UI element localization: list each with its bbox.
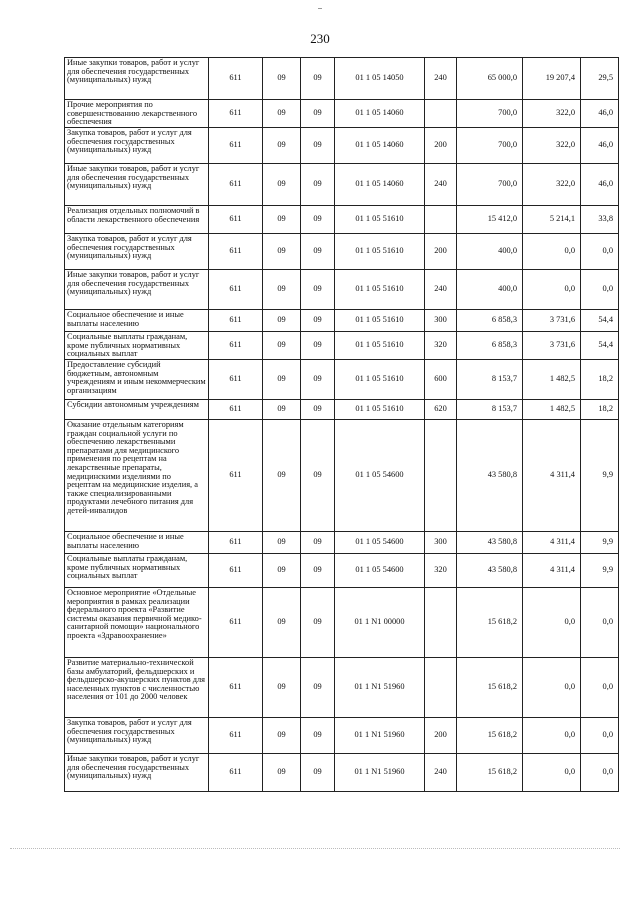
cell-plan-amount: 43 580,8 (457, 532, 523, 554)
cell-expense-type: 240 (425, 58, 457, 100)
cell-target-article: 01 1 05 54600 (335, 532, 425, 554)
cell-target-article: 01 1 05 51610 (335, 234, 425, 270)
row-name: Иные закупки товаров, работ и услуг для обеспечения государственных (муниципальных) нужд (65, 58, 209, 100)
cell-target-article: 01 1 05 14060 (335, 164, 425, 206)
cell-target-article: 01 1 N1 51960 (335, 658, 425, 718)
cell-plan-amount: 8 153,7 (457, 400, 523, 420)
cell-actual-amount: 0,0 (523, 718, 581, 754)
table-row (65, 400, 619, 420)
cell-percent: 9,9 (581, 532, 619, 554)
cell-target-article: 01 1 05 51610 (335, 310, 425, 332)
cell-actual-amount: 3 731,6 (523, 310, 581, 332)
cell-target-article: 01 1 N1 00000 (335, 588, 425, 658)
cell-percent: 0,0 (581, 718, 619, 754)
cell-section: 09 (263, 718, 301, 754)
row-name: Развитие материально-технической базы амбулаторий, фельдшерских и фельдшерско-акушерских пунктов для населенных пунктов с численностью населения от 101 до 2000 человек (65, 658, 209, 718)
row-name: Закупка товаров, работ и услуг для обеспечения государственных (муниципальных) нужд (65, 718, 209, 754)
cell-actual-amount: 0,0 (523, 234, 581, 270)
cell-plan-amount: 65 000,0 (457, 58, 523, 100)
cell-subsection: 09 (301, 100, 335, 128)
table-row (65, 420, 619, 532)
cell-plan-amount: 700,0 (457, 164, 523, 206)
cell-subsection: 09 (301, 718, 335, 754)
cell-actual-amount: 1 482,5 (523, 400, 581, 420)
cell-ministry-code: 611 (209, 588, 263, 658)
cell-section: 09 (263, 234, 301, 270)
cell-actual-amount: 4 311,4 (523, 532, 581, 554)
cell-expense-type (425, 206, 457, 234)
cell-ministry-code: 611 (209, 164, 263, 206)
row-name: Реализация отдельных полномочий в области лекарственного обеспечения (65, 206, 209, 234)
cell-subsection: 09 (301, 164, 335, 206)
table-row (65, 100, 619, 128)
cell-plan-amount: 15 618,2 (457, 658, 523, 718)
cell-actual-amount: 4 311,4 (523, 554, 581, 588)
cell-actual-amount: 1 482,5 (523, 360, 581, 400)
cell-percent: 9,9 (581, 554, 619, 588)
cell-subsection: 09 (301, 754, 335, 792)
cell-section: 09 (263, 400, 301, 420)
cell-target-article: 01 1 N1 51960 (335, 754, 425, 792)
cell-expense-type: 240 (425, 754, 457, 792)
cell-target-article: 01 1 05 54600 (335, 554, 425, 588)
cell-plan-amount: 700,0 (457, 100, 523, 128)
cell-target-article: 01 1 05 14060 (335, 128, 425, 164)
cell-actual-amount: 0,0 (523, 754, 581, 792)
page-number: 230 (310, 31, 330, 46)
cell-section: 09 (263, 100, 301, 128)
cell-expense-type: 320 (425, 332, 457, 360)
cell-plan-amount: 8 153,7 (457, 360, 523, 400)
cell-plan-amount: 400,0 (457, 270, 523, 310)
cell-actual-amount: 322,0 (523, 128, 581, 164)
cell-plan-amount: 15 618,2 (457, 588, 523, 658)
cell-ministry-code: 611 (209, 532, 263, 554)
cell-subsection: 09 (301, 360, 335, 400)
cell-subsection: 09 (301, 270, 335, 310)
table-row (65, 58, 619, 100)
cell-actual-amount: 5 214,1 (523, 206, 581, 234)
cell-ministry-code: 611 (209, 554, 263, 588)
cell-plan-amount: 700,0 (457, 128, 523, 164)
cell-subsection: 09 (301, 310, 335, 332)
cell-percent: 9,9 (581, 420, 619, 532)
cell-plan-amount: 43 580,8 (457, 420, 523, 532)
cell-ministry-code: 611 (209, 332, 263, 360)
table-row (65, 360, 619, 400)
cell-percent: 18,2 (581, 400, 619, 420)
cell-subsection: 09 (301, 332, 335, 360)
cell-target-article: 01 1 05 51610 (335, 206, 425, 234)
cell-actual-amount: 0,0 (523, 658, 581, 718)
table-row (65, 234, 619, 270)
cell-ministry-code: 611 (209, 360, 263, 400)
cell-section: 09 (263, 588, 301, 658)
cell-actual-amount: 19 207,4 (523, 58, 581, 100)
table-row (65, 532, 619, 554)
cell-expense-type: 200 (425, 128, 457, 164)
row-name: Оказание отдельным категориям граждан социальной услуги по обеспечению лекарственными препаратами для медицинского применения по рецептам на лекарственные препараты, медицинскими изделиями по рецептам на медицинские изделия, а также специализированными продуктами лечебного питания для детей-инвалидов (65, 420, 209, 532)
cell-actual-amount: 3 731,6 (523, 332, 581, 360)
cell-ministry-code: 611 (209, 58, 263, 100)
cell-ministry-code: 611 (209, 100, 263, 128)
cell-plan-amount: 43 580,8 (457, 554, 523, 588)
cell-expense-type: 240 (425, 270, 457, 310)
cell-plan-amount: 6 858,3 (457, 310, 523, 332)
cell-section: 09 (263, 332, 301, 360)
cell-percent: 0,0 (581, 270, 619, 310)
cell-expense-type: 300 (425, 532, 457, 554)
cell-percent: 46,0 (581, 100, 619, 128)
cell-section: 09 (263, 206, 301, 234)
cell-section: 09 (263, 310, 301, 332)
cell-section: 09 (263, 420, 301, 532)
cell-target-article: 01 1 05 14050 (335, 58, 425, 100)
cell-percent: 54,4 (581, 332, 619, 360)
cell-subsection: 09 (301, 420, 335, 532)
cell-section: 09 (263, 658, 301, 718)
table-body (65, 58, 619, 792)
table-row (65, 332, 619, 360)
cell-percent: 18,2 (581, 360, 619, 400)
cell-expense-type (425, 658, 457, 718)
cell-expense-type: 300 (425, 310, 457, 332)
cell-subsection: 09 (301, 234, 335, 270)
cell-target-article: 01 1 N1 51960 (335, 718, 425, 754)
table-row (65, 128, 619, 164)
cell-expense-type: 200 (425, 234, 457, 270)
row-name: Предоставление субсидий бюджетным, автономным учреждениям и иным некоммерческим организациям (65, 360, 209, 400)
cell-plan-amount: 6 858,3 (457, 332, 523, 360)
cell-ministry-code: 611 (209, 400, 263, 420)
table-row (65, 164, 619, 206)
row-name: Субсидии автономным учреждениям (65, 400, 209, 420)
cell-expense-type (425, 100, 457, 128)
cell-percent: 0,0 (581, 754, 619, 792)
cell-subsection: 09 (301, 206, 335, 234)
cell-expense-type: 600 (425, 360, 457, 400)
cell-ministry-code: 611 (209, 234, 263, 270)
cell-percent: 46,0 (581, 128, 619, 164)
cell-expense-type (425, 420, 457, 532)
cell-percent: 54,4 (581, 310, 619, 332)
table-row (65, 310, 619, 332)
cell-plan-amount: 400,0 (457, 234, 523, 270)
cell-expense-type (425, 588, 457, 658)
cell-subsection: 09 (301, 400, 335, 420)
cell-section: 09 (263, 58, 301, 100)
table-row (65, 554, 619, 588)
cell-ministry-code: 611 (209, 718, 263, 754)
cell-actual-amount: 0,0 (523, 588, 581, 658)
row-name: Иные закупки товаров, работ и услуг для обеспечения государственных (муниципальных) нужд (65, 164, 209, 206)
cell-section: 09 (263, 360, 301, 400)
cell-target-article: 01 1 05 51610 (335, 332, 425, 360)
row-name: Иные закупки товаров, работ и услуг для обеспечения государственных (муниципальных) нужд (65, 754, 209, 792)
cell-percent: 29,5 (581, 58, 619, 100)
cell-subsection: 09 (301, 588, 335, 658)
cell-target-article: 01 1 05 51610 (335, 270, 425, 310)
cell-ministry-code: 611 (209, 270, 263, 310)
cell-ministry-code: 611 (209, 206, 263, 234)
cell-subsection: 09 (301, 532, 335, 554)
row-name: Социальные выплаты гражданам, кроме публичных нормативных социальных выплат (65, 332, 209, 360)
row-name: Прочие мероприятия по совершенствованию лекарственного обеспечения (65, 100, 209, 128)
cell-plan-amount: 15 618,2 (457, 754, 523, 792)
table-row (65, 270, 619, 310)
cell-section: 09 (263, 270, 301, 310)
scan-noise-line (10, 848, 620, 849)
cell-expense-type: 200 (425, 718, 457, 754)
table-row (65, 718, 619, 754)
cell-target-article: 01 1 05 14060 (335, 100, 425, 128)
cell-percent: 0,0 (581, 588, 619, 658)
cell-ministry-code: 611 (209, 420, 263, 532)
cell-percent: 0,0 (581, 658, 619, 718)
cell-target-article: 01 1 05 54600 (335, 420, 425, 532)
table-row (65, 658, 619, 718)
scan-artifact (318, 8, 322, 9)
cell-subsection: 09 (301, 554, 335, 588)
cell-percent: 46,0 (581, 164, 619, 206)
cell-expense-type: 320 (425, 554, 457, 588)
table-row (65, 588, 619, 658)
row-name: Социальное обеспечение и иные выплаты населению (65, 532, 209, 554)
cell-ministry-code: 611 (209, 310, 263, 332)
cell-actual-amount: 4 311,4 (523, 420, 581, 532)
cell-expense-type: 240 (425, 164, 457, 206)
row-name: Закупка товаров, работ и услуг для обеспечения государственных (муниципальных) нужд (65, 128, 209, 164)
row-name: Социальное обеспечение и иные выплаты населению (65, 310, 209, 332)
table-row (65, 206, 619, 234)
cell-target-article: 01 1 05 51610 (335, 400, 425, 420)
cell-expense-type: 620 (425, 400, 457, 420)
cell-target-article: 01 1 05 51610 (335, 360, 425, 400)
cell-section: 09 (263, 554, 301, 588)
cell-ministry-code: 611 (209, 658, 263, 718)
cell-percent: 0,0 (581, 234, 619, 270)
cell-subsection: 09 (301, 58, 335, 100)
row-name: Основное мероприятие «Отдельные мероприятия в рамках реализации федерального проекта «Развитие системы оказания первичной медико-санитарной помощи» национального проекта «Здравоохранение» (65, 588, 209, 658)
cell-actual-amount: 0,0 (523, 270, 581, 310)
table-row (65, 754, 619, 792)
cell-section: 09 (263, 128, 301, 164)
cell-percent: 33,8 (581, 206, 619, 234)
budget-table (64, 57, 619, 792)
cell-section: 09 (263, 532, 301, 554)
row-name: Социальные выплаты гражданам, кроме публичных нормативных социальных выплат (65, 554, 209, 588)
cell-section: 09 (263, 164, 301, 206)
row-name: Закупка товаров, работ и услуг для обеспечения государственных (муниципальных) нужд (65, 234, 209, 270)
cell-section: 09 (263, 754, 301, 792)
cell-subsection: 09 (301, 658, 335, 718)
cell-subsection: 09 (301, 128, 335, 164)
cell-plan-amount: 15 618,2 (457, 718, 523, 754)
row-name: Иные закупки товаров, работ и услуг для обеспечения государственных (муниципальных) нужд (65, 270, 209, 310)
cell-ministry-code: 611 (209, 128, 263, 164)
cell-actual-amount: 322,0 (523, 164, 581, 206)
cell-ministry-code: 611 (209, 754, 263, 792)
cell-actual-amount: 322,0 (523, 100, 581, 128)
cell-plan-amount: 15 412,0 (457, 206, 523, 234)
